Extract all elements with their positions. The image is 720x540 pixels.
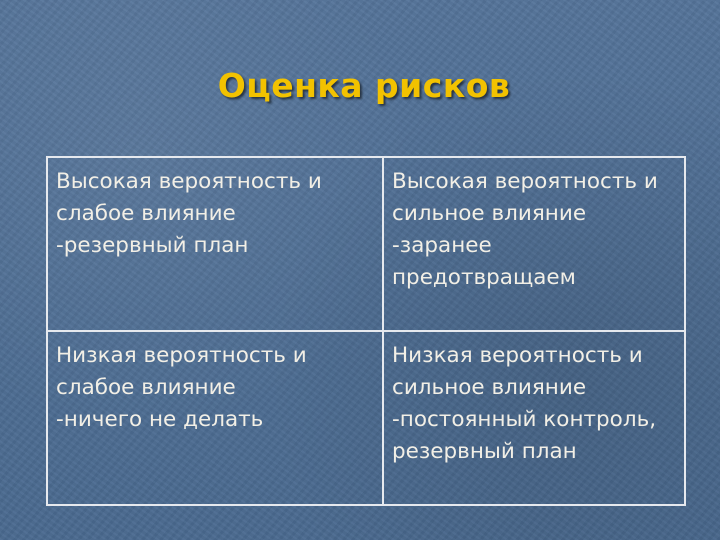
cell-low-probability-strong-impact <box>383 331 685 505</box>
cell-text-line: резервный план <box>392 439 577 464</box>
cell-text-line: предотвращаем <box>392 265 576 290</box>
cell-low-probability-weak-impact <box>47 331 383 505</box>
cell-high-probability-weak-impact <box>47 157 383 331</box>
cell-text-line: Низкая вероятность и <box>392 343 643 368</box>
cell-text-line: Низкая вероятность и <box>56 343 307 368</box>
cell-text-line: слабое влияние <box>56 201 236 226</box>
risk-matrix-table <box>46 156 686 506</box>
cell-text-line: -резервный план <box>56 233 249 258</box>
cell-text-line: сильное влияние <box>392 201 587 226</box>
cell-text-line: Высокая вероятность и <box>56 169 322 194</box>
cell-text-line: -постоянный контроль, <box>392 407 657 432</box>
table-row <box>47 157 685 331</box>
cell-text-line: слабое влияние <box>56 375 236 400</box>
cell-text-line: Высокая вероятность и <box>392 169 658 194</box>
slide-title: Оценка рисков <box>217 66 511 105</box>
cell-high-probability-strong-impact <box>383 157 685 331</box>
cell-text-line: -заранее <box>392 233 492 258</box>
table-row <box>47 331 685 505</box>
cell-text-line: -ничего не делать <box>56 407 264 432</box>
cell-text-line: сильное влияние <box>392 375 587 400</box>
